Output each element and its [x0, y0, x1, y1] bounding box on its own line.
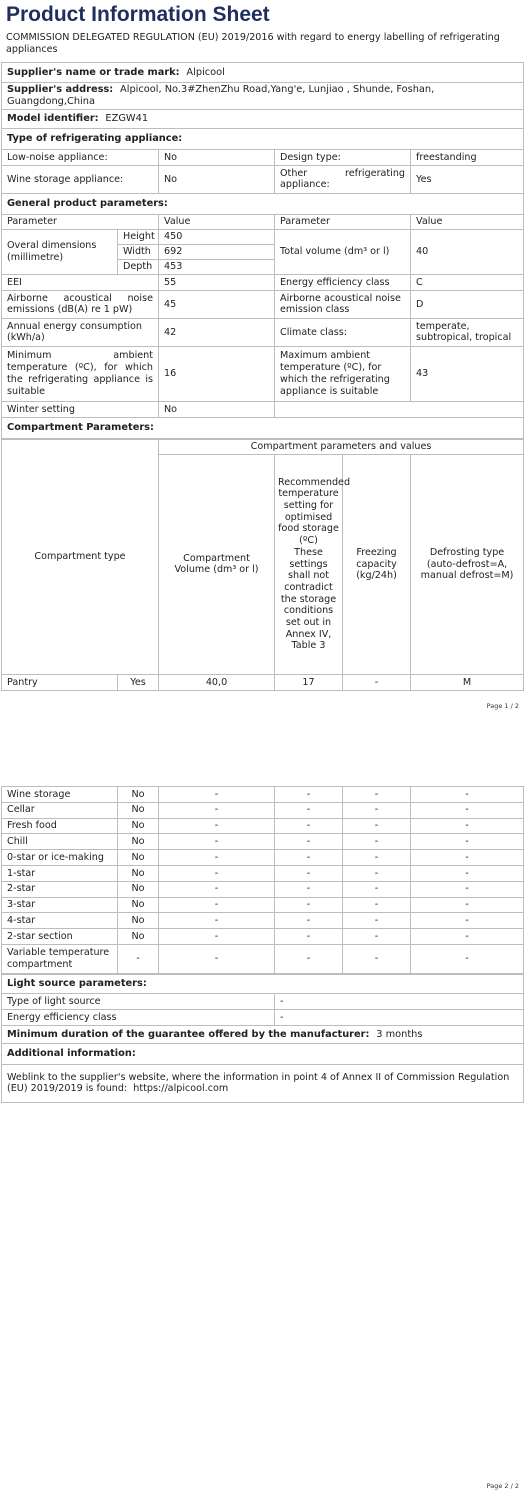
wine-storage-label: Wine storage appliance: [2, 165, 159, 193]
value-header-2: Value [411, 214, 524, 229]
guarantee-value: 3 months [376, 1028, 423, 1040]
compartment-volume: - [159, 913, 275, 929]
compartment-freezing: - [343, 834, 411, 850]
energy-class-value: C [411, 274, 524, 290]
min-temp-value: 16 [159, 346, 275, 401]
model-row [2, 109, 524, 128]
ambient-temp-row [2, 346, 524, 401]
model-value: EZGW41 [105, 112, 149, 124]
compartment-volume: - [159, 787, 275, 803]
compartment-present: No [118, 929, 159, 945]
supplier-name-row [2, 63, 524, 83]
light-energy-class-label: Energy efficiency class [2, 1009, 275, 1025]
compartment-type-header: Compartment type [2, 439, 159, 674]
supplier-name-label: Supplier's name or trade mark: [7, 66, 180, 78]
wine-storage-value: No [159, 165, 275, 193]
compartment-temp: - [275, 802, 343, 818]
compartment-temp: - [275, 944, 343, 973]
compartment-defrost: - [411, 802, 524, 818]
compartment-present: No [118, 850, 159, 866]
compartment-volume: - [159, 897, 275, 913]
compartment-volume: - [159, 929, 275, 945]
guarantee-label: Minimum duration of the guarantee offered by the manufacturer: [7, 1028, 370, 1040]
compartment-row [2, 929, 524, 945]
compartment-volume: - [159, 818, 275, 834]
eei-value: 55 [159, 274, 275, 290]
compartment-name: Wine storage [2, 787, 118, 803]
recommended-temp-header [275, 454, 351, 674]
compartment-row [2, 865, 524, 881]
dimensions-label: Overal dimensions (millimetre) [2, 229, 118, 274]
depth-label: Depth [118, 259, 159, 274]
light-heading: Light source parameters: [2, 974, 524, 993]
compartment-volume: - [159, 834, 275, 850]
page-number-2: Page 2 / 2 [486, 1482, 519, 1490]
compartment-row [2, 913, 524, 929]
compartment-temp: - [275, 787, 343, 803]
compartment-temp: - [275, 929, 343, 945]
height-row [2, 229, 524, 244]
compartment-heading: Compartment Parameters: [2, 417, 524, 438]
value-header: Value [159, 214, 275, 229]
low-noise-row [2, 149, 524, 165]
compartment-name: 2-star section [2, 929, 118, 945]
compartment-present: No [118, 818, 159, 834]
compartment-defrost: - [411, 850, 524, 866]
page-title: Product Information Sheet [6, 3, 270, 26]
compartment-defrost: - [411, 929, 524, 945]
compartment-temp: 17 [275, 674, 343, 690]
compartment-freezing: - [343, 850, 411, 866]
wine-storage-row [2, 165, 524, 193]
compartment-freezing: - [343, 881, 411, 897]
height-value: 450 [159, 229, 275, 244]
width-label: Width [118, 244, 159, 259]
weblink-row [2, 1064, 524, 1102]
compartment-temp: - [275, 818, 343, 834]
compartment-name: 4-star [2, 913, 118, 929]
compartment-freezing: - [343, 929, 411, 945]
compartment-name: 0-star or ice-making [2, 850, 118, 866]
compartment-defrost: - [411, 865, 524, 881]
compartment-row [2, 818, 524, 834]
annual-energy-label: Annual energy consumption (kWh/a) [2, 318, 159, 346]
design-type-value: freestanding [411, 149, 524, 165]
compartment-freezing: - [343, 944, 411, 973]
compartment-volume: 40,0 [159, 674, 275, 690]
low-noise-value: No [159, 149, 275, 165]
compartment-present: No [118, 834, 159, 850]
compartment-row [2, 850, 524, 866]
total-volume-label: Total volume (dm³ or l) [275, 229, 411, 274]
compartment-group-row [2, 439, 524, 454]
compartment-name: 1-star [2, 865, 118, 881]
width-value: 692 [159, 244, 275, 259]
max-temp-value: 43 [411, 346, 524, 401]
annual-energy-row [2, 318, 524, 346]
depth-value: 453 [159, 259, 275, 274]
other-appliance-label: Other refrigerating appliance: [275, 165, 411, 193]
compartment-name: Cellar [2, 802, 118, 818]
noise-class-value: D [411, 290, 524, 318]
climate-class-value: temperate, subtropical, tropical [411, 318, 524, 346]
parameter-header: Parameter [2, 214, 159, 229]
guarantee-row [2, 1025, 524, 1043]
compartment-defrost: - [411, 834, 524, 850]
supplier-name-value: Alpicool [186, 66, 225, 78]
max-temp-label: Maximum ambient temperature (ºC), for which the refrigerating appliance is suitable [275, 346, 411, 401]
min-temp-label: Minimum ambient temperature (ºC), for which the refrigerating appliance is suitable [2, 346, 159, 401]
annual-energy-value: 42 [159, 318, 275, 346]
compartment-row [2, 834, 524, 850]
compartment-volume: - [159, 865, 275, 881]
winter-setting-label: Winter setting [2, 401, 159, 417]
compartment-present: No [118, 897, 159, 913]
other-appliance-value: Yes [411, 165, 524, 193]
compartment-temp: - [275, 897, 343, 913]
compartment-freezing: - [343, 818, 411, 834]
compartment-volume: - [159, 850, 275, 866]
compartment-group-header: Compartment parameters and values [159, 439, 524, 454]
light-energy-row [2, 1009, 524, 1025]
page-2 [0, 786, 525, 1500]
compartment-defrost: - [411, 787, 524, 803]
eei-row [2, 274, 524, 290]
light-energy-class-value: - [275, 1009, 524, 1025]
supplier-address-label: Supplier's address: [7, 84, 114, 95]
supplier-address-value: Alpicool, No.3#ZhenZhu Road,Yang'e, Lunjiao , Shunde, Foshan, Guangdong,China [7, 84, 435, 107]
compartment-present: No [118, 913, 159, 929]
product-info-table [1, 62, 524, 439]
compartment-temp: - [275, 881, 343, 897]
compartment-row [2, 674, 524, 690]
compartment-present: No [118, 787, 159, 803]
compartment-temp: - [275, 850, 343, 866]
compartment-present: Yes [118, 674, 159, 690]
winter-setting-row [2, 401, 524, 417]
compartment-defrost: - [411, 913, 524, 929]
compartment-temp: - [275, 865, 343, 881]
recommended-temp-header-line2: These settings shall not contradict the storage conditions set out in Annex IV, Table 3 [280, 546, 337, 652]
noise-row [2, 290, 524, 318]
compartment-defrost: - [411, 818, 524, 834]
compartment-row [2, 802, 524, 818]
height-label: Height [118, 229, 159, 244]
design-type-label: Design type: [275, 149, 411, 165]
energy-class-label: Energy efficiency class [275, 274, 411, 290]
compartment-volume: - [159, 944, 275, 973]
noise-label: Airborne acoustical noise emissions (dB(A) re 1 pW) [2, 290, 159, 318]
compartment-freezing: - [343, 897, 411, 913]
page-1 [0, 0, 525, 740]
type-heading: Type of refrigerating appliance: [2, 128, 524, 149]
compartment-defrost: - [411, 881, 524, 897]
supplier-address-row [2, 83, 524, 110]
compartment-present: No [118, 802, 159, 818]
compartment-name: 2-star [2, 881, 118, 897]
total-volume-value: 40 [411, 229, 524, 274]
compartment-name: 3-star [2, 897, 118, 913]
defrosting-type-header: Defrosting type (auto-defrost=A, manual defrost=M) [411, 454, 524, 674]
compartment-defrost: - [411, 944, 524, 973]
regulation-subtitle: COMMISSION DELEGATED REGULATION (EU) 2019/2016 with regard to energy labelling of refrigerating appliances [6, 32, 500, 55]
compartment-name: Fresh food [2, 818, 118, 834]
weblink-text: Weblink to the supplier's website, where the information in point 4 of Annex II of Commission Regulation (EU) 2019/2019 is found: [7, 1071, 510, 1095]
compartment-name: Pantry [2, 674, 118, 690]
parameter-header-2: Parameter [275, 214, 411, 229]
compartment-present: - [118, 944, 159, 973]
noise-class-label: Airborne acoustical noise emission class [275, 290, 411, 318]
page-number: Page 1 / 2 [486, 702, 519, 710]
light-type-label: Type of light source [2, 993, 275, 1009]
additional-info-heading: Additional information: [2, 1043, 524, 1064]
general-header-row [2, 214, 524, 229]
recommended-temp-header-line1: Recommended temperature setting for optimised food storage (ºC) [278, 476, 351, 547]
compartment-freezing: - [343, 802, 411, 818]
general-heading: General product parameters: [2, 193, 524, 214]
eei-label: EEI [2, 274, 159, 290]
compartment-freezing: - [343, 865, 411, 881]
compartment-temp: - [275, 834, 343, 850]
winter-setting-value: No [159, 401, 275, 417]
climate-class-label: Climate class: [275, 318, 411, 346]
compartment-freezing: - [343, 913, 411, 929]
compartment-defrost: M [411, 674, 524, 690]
compartment-row [2, 897, 524, 913]
noise-value: 45 [159, 290, 275, 318]
compartment-row [2, 944, 524, 973]
compartment-volume: - [159, 881, 275, 897]
compartment-volume-header: Compartment Volume (dm³ or l) [159, 454, 275, 674]
weblink-url[interactable]: https://alpicool.com [133, 1083, 229, 1095]
compartment-present: No [118, 881, 159, 897]
compartment-present: No [118, 865, 159, 881]
compartment-row [2, 881, 524, 897]
low-noise-label: Low-noise appliance: [2, 149, 159, 165]
model-label: Model identifier: [7, 112, 99, 124]
compartment-volume: - [159, 802, 275, 818]
compartment-freezing: - [343, 787, 411, 803]
compartment-name: Chill [2, 834, 118, 850]
compartment-name: Variable temperature compartment [2, 944, 118, 973]
compartment-row [2, 787, 524, 803]
light-type-value: - [275, 993, 524, 1009]
compartment-defrost: - [411, 897, 524, 913]
freezing-capacity-header: Freezing capacity (kg/24h) [343, 454, 411, 674]
compartment-temp: - [275, 913, 343, 929]
light-guarantee-table [1, 974, 524, 1103]
light-type-row [2, 993, 524, 1009]
compartment-table-page1 [1, 439, 524, 691]
compartment-freezing: - [343, 674, 411, 690]
compartment-table-page2 [1, 786, 524, 974]
